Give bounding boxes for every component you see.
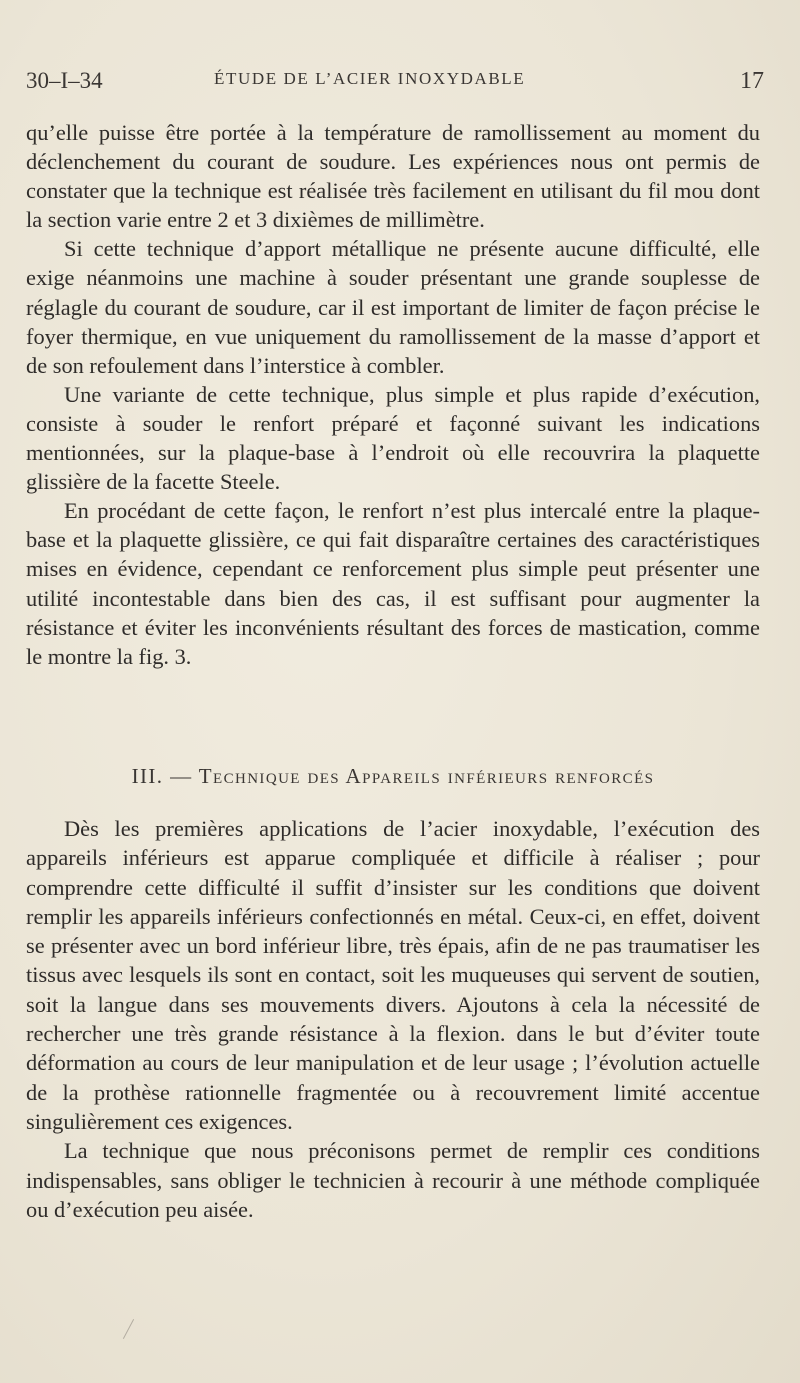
- header-date: 30–I–34: [26, 68, 103, 93]
- paragraph: En procédant de cette façon, le renfort n’est plus intercalé entre la plaque-base et la plaquette glissière, ce qui fait disparaître certaines des caractéristiques mises en évidence, cependant ce renforcement plus simple peut présenter une utilité incontestable dans bien des cas, il est suffisant pour augmenter la résistance et éviter les inconvénients résultant des forces de mastication, comme le montre la fig. 3.: [26, 498, 760, 669]
- page-number: 17: [740, 68, 764, 94]
- header-title: ÉTUDE DE L’ACIER INOXYDABLE: [214, 69, 526, 88]
- paragraph-continuation: qu’elle puisse être portée à la température de ramollissement au moment du déclenchement du courant de soudure. Les expériences nous ont permis de constater que la technique est réalisée très facilement en utilisant du fil mou dont la section varie entre 2 et 3 dixièmes de millimètre.: [26, 120, 760, 233]
- paragraph: Si cette technique d’apport métallique ne présente aucune difficulté, elle exige néanmoins une machine à souder présentant une grande souplesse de réglagle du courant de soudure, car il est important de limiter de façon précise le foyer thermique, en vue uniquement du ramollissement de la masse d’apport et de son refoulement dans l’interstice à combler.: [26, 236, 760, 378]
- paragraph: Une variante de cette technique, plus simple et plus rapide d’exécution, consiste à souder le renfort préparé et façonné suivant les indications mentionnées, sur la plaque-base à l’endroit où elle recouvrira la plaquette glissière de la facette Steele.: [26, 381, 760, 495]
- body-text-after-heading: [26, 814, 760, 1224]
- section-heading: III. — Technique des Appareils inférieurs renforcés: [131, 764, 655, 788]
- running-head: [26, 66, 764, 100]
- paragraph: La technique que nous préconisons permet de remplir ces conditions indispensables, sans obliger le technicien à recourir à une méthode compliquée ou d’exécution peu aisée.: [26, 1138, 760, 1222]
- paper-speck: [123, 1319, 134, 1339]
- paragraph: Dès les premières applications de l’acier inoxydable, l’exécution des appareils inférieurs est apparue compliquée et difficile à réaliser ; pour comprendre cette difficulté il suffit d’insister sur les conditions que doivent remplir les appareils inférieurs confectionnés en métal. Ceux-ci, en effet, doivent se présenter avec un bord inférieur libre, très épais, afin de ne pas traumatiser les tissus avec lesquels ils sont en contact, soit les muqueuses qui servent de soutien, soit la langue dans ses mouvements divers. Ajoutons à cela la nécessité de rechercher une très grande résistance à la flexion. dans le but d’éviter toute déformation au cours de leur manipulation et de leur usage ; l’évolution actuelle de la prothèse rationnelle fragmentée ou à recouvrement limité accentue singulièrement ces exigences.: [26, 816, 760, 1134]
- body-text-before-heading: [26, 118, 760, 671]
